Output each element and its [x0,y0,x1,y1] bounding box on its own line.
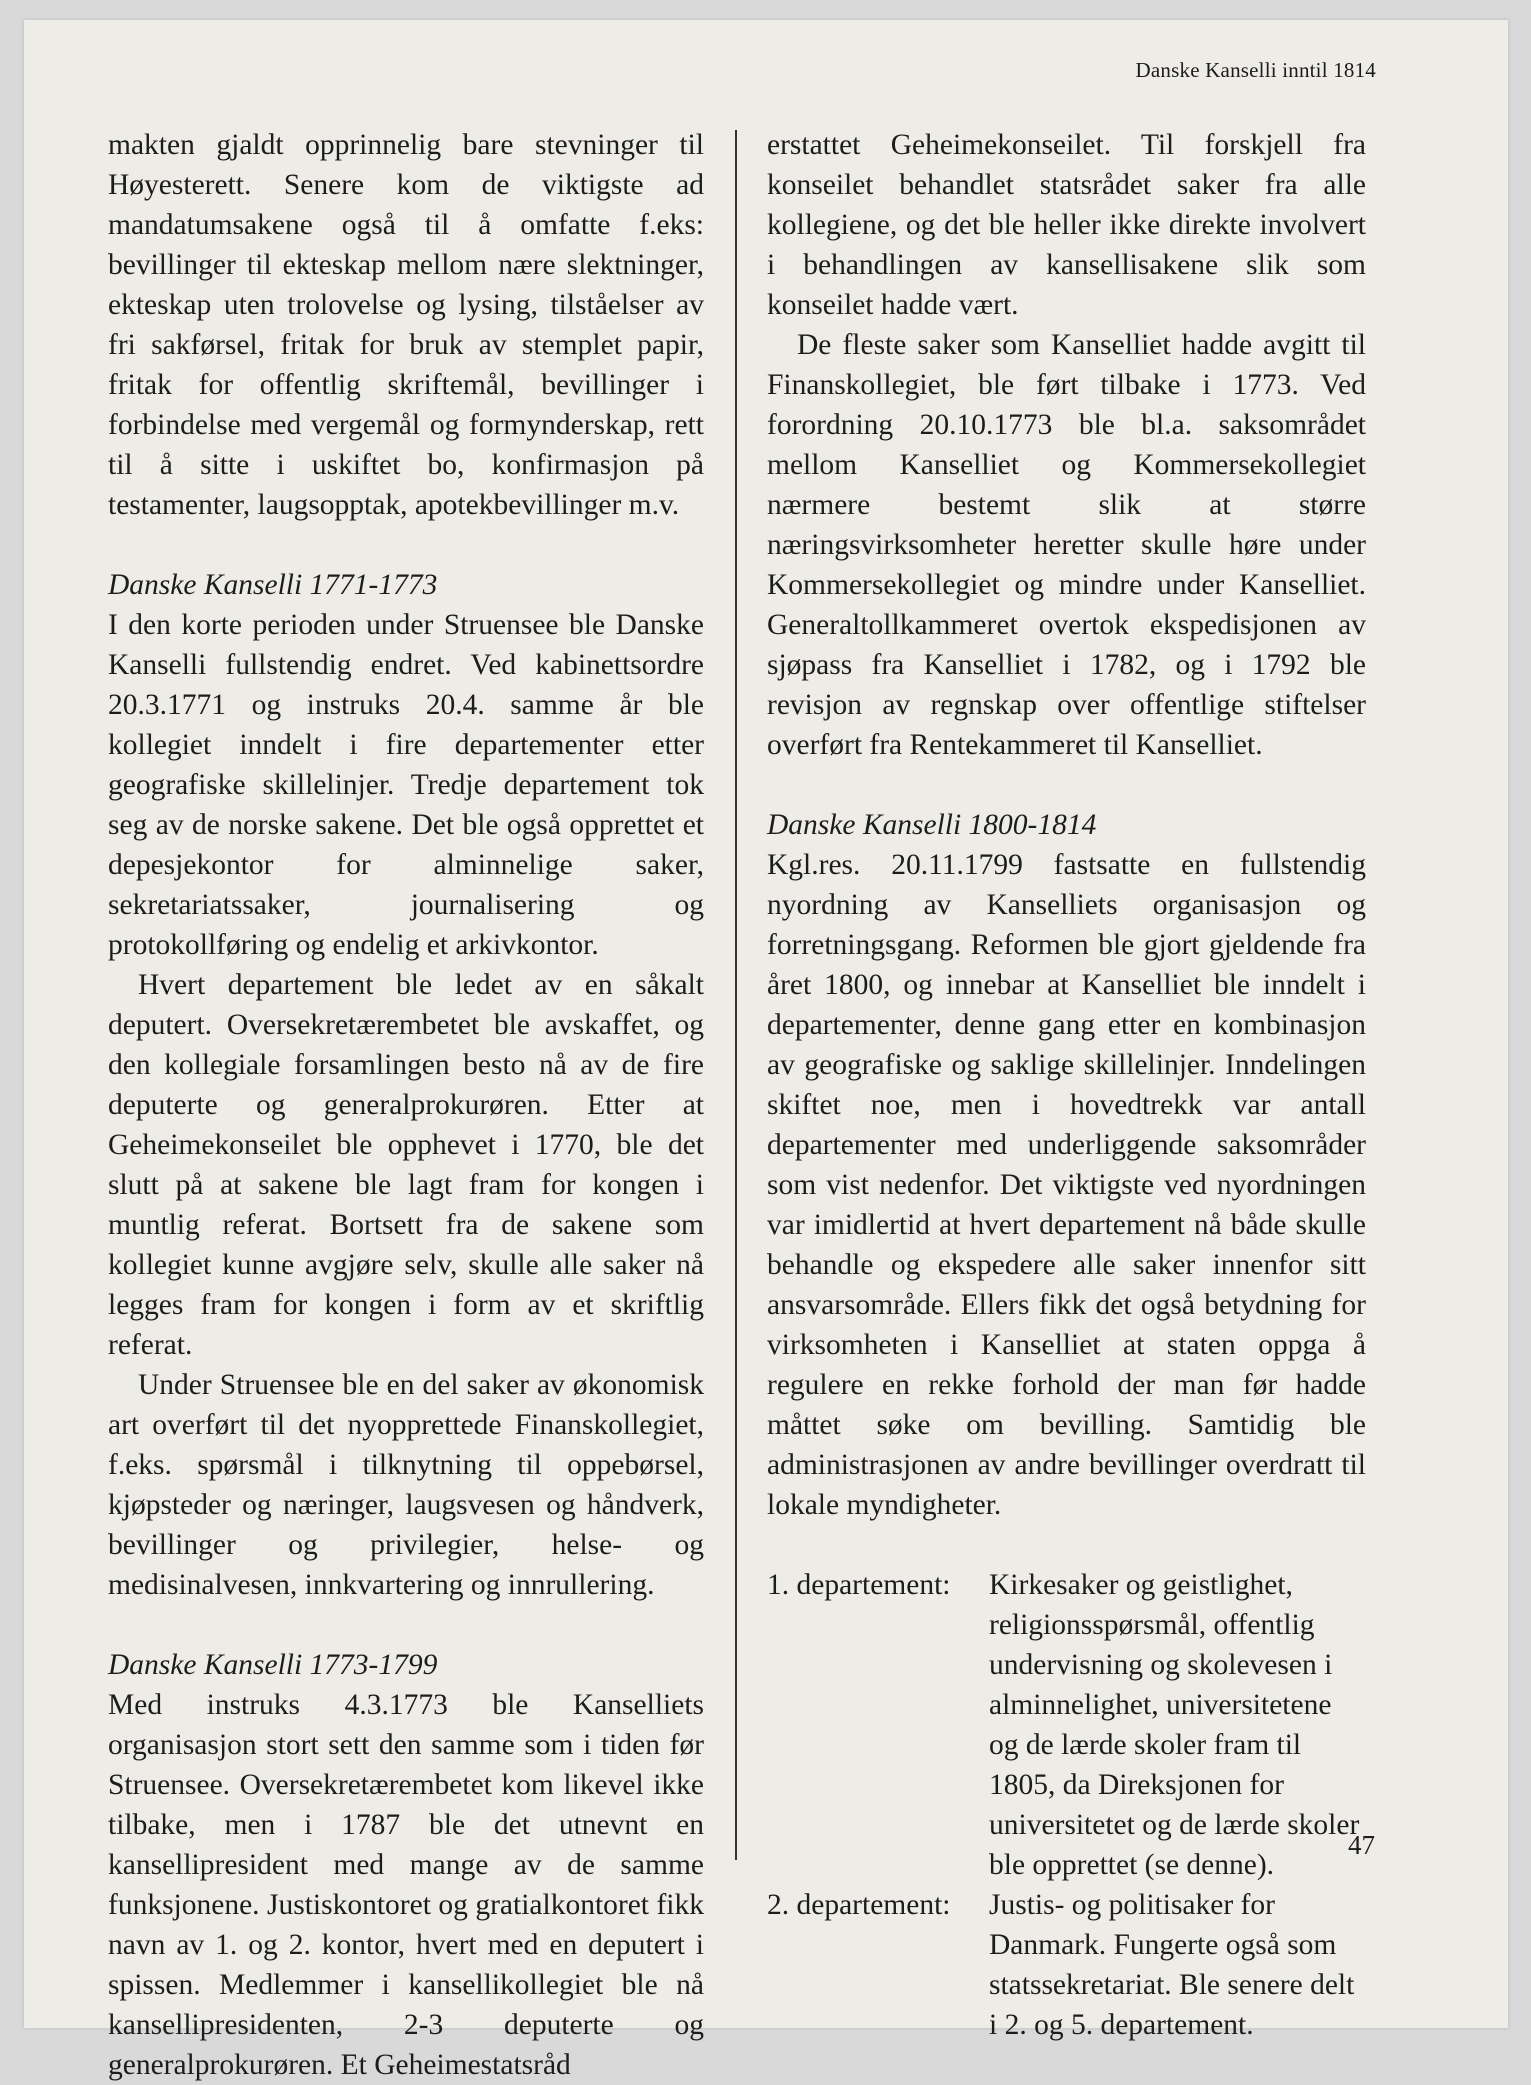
department-label: 1. departement: [767,1569,951,1601]
paragraph: Under Struensee ble en del saker av økonomisk art overført til det nyopprettede Finanskollegiet, f.eks. spørsmål i tilknytning til oppebørsel, kjøpsteder og næringer, laugsvesen og håndverk, bevillinger og privilegier, helse- og medisinalvesen, innkvartering og innrullering. [108,1369,704,1601]
paragraph: makten gjaldt opprinnelig bare stevninger til Høyesterett. Senere kom de viktigste ad mandatumsakene også til å omfatte f.eks: bevillinger til ekteskap mellom nære slektninger, ekteskap uten trolovelse og lysing, tilståelser av fri sakførsel, fritak for bruk av stemplet papir, fritak for offentlig skriftemål, bevillinger i forbindelse med vergemål og formynderskap, rett til å sitte i uskiftet bo, konfirmasjon på testamenter, laugsopptak, apotekbevillinger m.v. [108,129,704,521]
paragraph: De fleste saker som Kanselliet hadde avgitt til Finanskollegiet, ble ført tilbake i 1773. Ved forordning 20.10.1773 ble bl.a. saksområdet mellom Kanselliet og Kommersekollegiet nærmere bestemt slik at større næringsvirksomheter heretter skulle høre under Kommersekollegiet og mindre under Kanselliet. Generaltollkammeret overtok ekspedisjonen av sjøpass fra Kanselliet i 1782, og i 1792 ble revisjon av regnskap over offentlige stiftelser overført fra Rentekammeret til Kanselliet. [767,329,1366,761]
paragraph: erstattet Geheimekonseilet. Til forskjell fra konseilet behandlet statsrådet saker fra alle kollegiene, og det ble heller ikke direkte involvert i behandlingen av kansellisakene slik som konseilet hadde vært. [767,129,1366,321]
paragraph: Hvert departement ble ledet av en såkalt deputert. Oversekretærembetet ble avskaffet, og den kollegiale forsamlingen besto nå av de fire deputerte og generalprokurøren. Etter at Geheimekonseilet ble opphevet i 1770, ble det slutt på at sakene ble lagt fram for kongen i muntlig referat. Bortsett fra de sakene som kollegiet kunne avgjøre selv, skulle alle saker nå legges fram for kongen i form av et skriftlig referat. [108,969,704,1361]
department-description: Kirkesaker og geistlighet, religionsspørsmål, offentlig undervisning og skolevesen i alminnelighet, universitetene og de lærde skoler fram til 1805, da Direksjonen for universitetet og de lærde skoler ble opprettet (se denne). [989,1569,1360,1881]
department-label: 2. departement: [767,1889,951,1921]
document-page [24,20,1508,2081]
section-heading: Danske Kanselli 1773-1799 [108,1649,438,1681]
paragraph: I den korte perioden under Struensee ble Danske Kanselli fullstendig endret. Ved kabinettsordre 20.3.1771 og instruks 20.4. samme år ble kollegiet inndelt i fire departementer etter geografiske skillelinjer. Tredje departement tok seg av de norske sakene. Det ble også opprettet et depesjekontor for alminnelige saker, sekretariatssaker, journalisering og protokollføring og endelig et arkivkontor. [108,609,704,961]
department-description: Justis- og politisaker for Danmark. Fungerte også som statssekretariat. Ble senere delt i 2. og 5. departement. [989,1889,1355,2041]
paragraph: Med instruks 4.3.1773 ble Kanselliets organisasjon stort sett den samme som i tiden før Struensee. Oversekretærembetet kom likevel ikke tilbake, men i 1787 ble det utnevnt en kansellipresident med mange av de samme funksjonene. Justiskontoret og gratialkontoret fikk navn av 1. og 2. kontor, hvert med en deputert i spissen. Medlemmer i kansellikollegiet ble nå kansellipresidenten, 2-3 deputerte og generalprokurøren. Et Geheimestatsråd [108,1689,704,2081]
department-list [767,1565,1366,2045]
section-heading: Danske Kanselli 1800-1814 [767,809,1097,841]
page-number: 47 [1348,1830,1375,1860]
right-column [767,125,1366,2045]
section-heading: Danske Kanselli 1771-1773 [108,569,438,601]
department-entry [767,1885,1366,2045]
column-divider [735,130,737,1860]
department-entry [767,1565,1366,1885]
running-header: Danske Kanselli inntil 1814 [1135,58,1376,82]
paragraph: Kgl.res. 20.11.1799 fastsatte en fullstendig nyordning av Kanselliets organisasjon og forretningsgang. Reformen ble gjort gjeldende fra året 1800, og innebar at Kanselliet ble inndelt i departementer, denne gang etter en kombinasjon av geografiske og saklige skillelinjer. Inndelingen skiftet noe, men i hovedtrekk var antall departementer med underliggende saksområder som vist nedenfor. Det viktigste ved nyordningen var imidlertid at hvert departement nå både skulle behandle og ekspedere alle saker innenfor sitt ansvarsområde. Ellers fikk det også betydning for virksomheten i Kanselliet at staten oppga å regulere en rekke forhold der man før hadde måttet søke om bevilling. Samtidig ble administrasjonen av andre bevillinger overdratt til lokale myndigheter. [767,849,1366,1521]
left-column [108,125,704,2085]
